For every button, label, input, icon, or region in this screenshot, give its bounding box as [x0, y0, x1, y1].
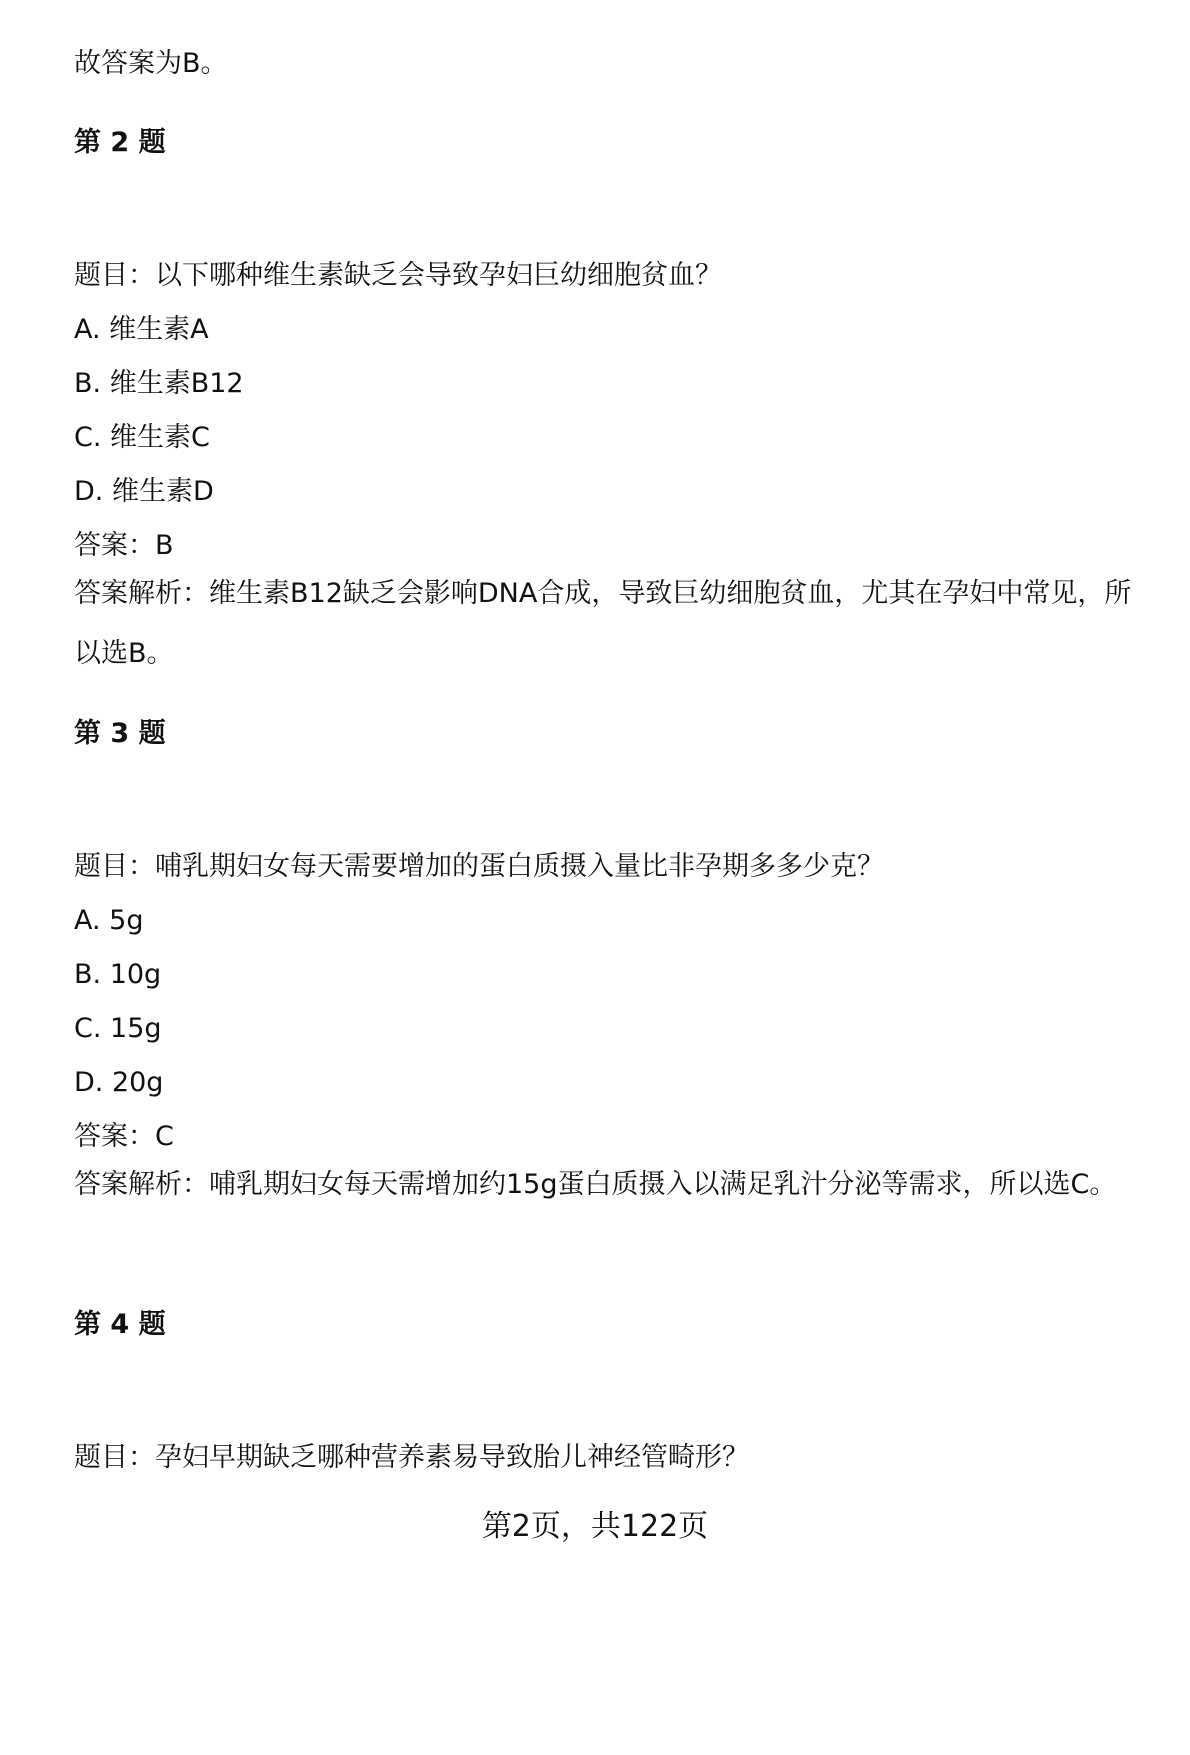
question-2-option-a: A. 维生素A: [74, 314, 209, 345]
question-2-heading: 第 2 题: [74, 127, 166, 158]
question-3-analysis: 答案解析：哺乳期妇女每天需增加约15g蛋白质摄入以满足乳汁分泌等需求，所以选C。: [74, 1169, 1117, 1200]
question-2-option-b: B. 维生素B12: [74, 368, 244, 399]
page-number-footer: 第2页，共122页: [481, 1509, 709, 1544]
question-2-stem: 题目：以下哪种维生素缺乏会导致孕妇巨幼细胞贫血？: [74, 260, 722, 291]
question-2-analysis: 答案解析：维生素B12缺乏会影响DNA合成，导致巨幼细胞贫血，尤其在孕妇中常见，所以选B。: [74, 578, 1132, 669]
question-3-option-d: D. 20g: [74, 1067, 164, 1098]
question-2-option-c: C. 维生素C: [74, 422, 210, 453]
question-2-answer: 答案：B: [74, 530, 174, 561]
question-3-option-a: A. 5g: [74, 905, 144, 936]
question-4-stem: 题目：孕妇早期缺乏哪种营养素易导致胎儿神经管畸形？: [74, 1442, 749, 1473]
question-3-stem: 题目：哺乳期妇女每天需要增加的蛋白质摄入量比非孕期多多少克？: [74, 851, 884, 882]
question-3-answer: 答案：C: [74, 1121, 174, 1152]
question-3-heading: 第 3 题: [74, 718, 166, 749]
previous-answer-conclusion: 故答案为B。: [74, 48, 228, 79]
question-4-heading: 第 4 题: [74, 1309, 166, 1340]
question-3-option-c: C. 15g: [74, 1013, 162, 1044]
question-3-option-b: B. 10g: [74, 959, 162, 990]
question-2-option-d: D. 维生素D: [74, 476, 214, 507]
